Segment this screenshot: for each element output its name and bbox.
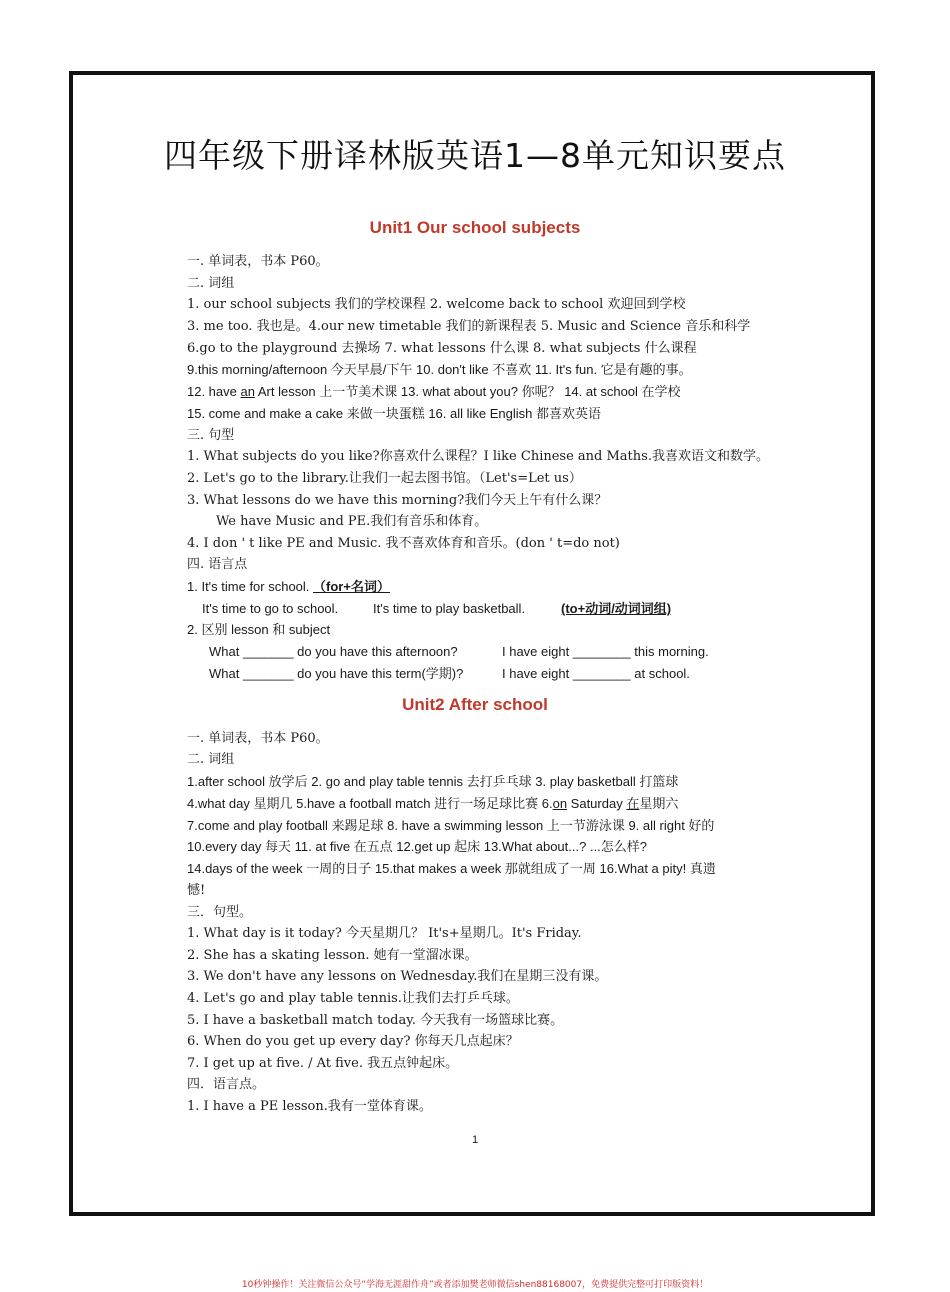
text-run: 4.what day 星期几 5.have a football match 进行一场足球比赛 6. (187, 796, 553, 811)
unit1-section-language-points: 四. 语言点 (187, 557, 248, 572)
unit2-section-vocab: 一. 单词表，书本 P60。 (187, 731, 329, 746)
unit2-section-language-points: 四．语言点。 (187, 1077, 266, 1092)
unit2-title: Unit2 After school (402, 695, 548, 714)
unit1-fill-blank-1: What _______ do you have this afternoon? (209, 644, 458, 659)
unit1-point-1-note: (to+动词/动词词组) (561, 601, 672, 616)
unit1-section-vocab: 一. 单词表，书本 P60。 (187, 254, 329, 269)
unit1-phrase-line-3: 6.go to the playground 去操场 7. what lessons 什么课 8. what subjects 什么课程 (187, 341, 697, 356)
unit2-phrase-line-5: 14.days of the week 一周的日子 15.that makes a week 那就组成了一周 16.What a pity! 真遗 (187, 861, 716, 876)
unit1-point-1 (187, 579, 390, 595)
promo-footer: 10秒钟操作！关注微信公众号“学海无涯甜作舟”或者添加樊老师微信shen88168007，免费提供完整可打印版资料！ (241, 1280, 709, 1290)
unit2-sentence-4: 4. Let's go and play table tennis.让我们去打乒乓球。 (187, 991, 519, 1006)
text-run: 1. It's time for school. (187, 579, 314, 594)
unit1-sentence-3: 3. What lessons do we have this morning?我们今天上午有什么课？ (187, 493, 608, 508)
unit1-sentence-1: 1. What subjects do you like?你喜欢什么课程？I like Chinese and Maths.我喜欢语文和数学。 (187, 449, 769, 464)
unit2-phrase-line-3: 7.come and play football 来踢足球 8. have a swimming lesson 上一节游泳课 9. all right 好的 (187, 818, 715, 833)
unit1-fill-blank-2: I have eight ________ this morning. (502, 644, 709, 659)
unit1-title: Unit1 Our school subjects (369, 218, 581, 237)
unit2-sentence-2: 2. She has a skating lesson. 她有一堂溜冰课。 (187, 948, 478, 963)
unit2-sentence-3: 3. We don't have any lessons on Wednesday.我们在星期三没有课。 (187, 969, 608, 984)
underlined-word: 在 (626, 796, 640, 811)
text-run: 星期六 (639, 796, 679, 811)
unit1-sentence-2: 2. Let's go to the library.让我们一起去图书馆。（Let's=Let us） (187, 471, 582, 486)
unit1-phrase-line-4: 9.this morning/afternoon 今天早晨/下午 10. don't like 不喜欢 11. It's fun. 它是有趣的事。 (187, 362, 692, 377)
unit2-section-sentences: 三．句型。 (187, 905, 253, 920)
unit1-phrase-line-6: 15. come and make a cake 来做一块蛋糕 16. all like English 都喜欢英语 (187, 406, 601, 421)
text-run: Saturday (567, 796, 627, 811)
unit1-fill-blank-3: What _______ do you have this term(学期)? (209, 666, 464, 681)
unit1-point-1-example-a: It's time to go to school. (202, 601, 339, 616)
text-run: Art lesson 上一节美术课 13. what about you? 你呢？ 14. at school 在学校 (254, 384, 681, 399)
unit1-phrase-line-5 (187, 384, 681, 400)
unit2-phrase-line-2 (187, 796, 678, 812)
unit2-phrase-line-5-cont: 憾! (187, 883, 206, 898)
unit2-sentence-1: 1. What day is it today? 今天星期几？ It's+星期几。It's Friday. (187, 926, 582, 941)
unit1-section-phrases: 二. 词组 (187, 276, 235, 291)
unit2-phrase-line-4: 10.every day 每天 11. at five 在五点 12.get up 起床 13.What about...? ...怎么样? (187, 839, 648, 854)
unit1-phrase-line-2: 3. me too. 我也是。4.our new timetable 我们的新课程表 5. Music and Science 音乐和科学 (187, 319, 751, 334)
text-run: 12. have (187, 384, 241, 399)
unit2-sentence-6: 6. When do you get up every day? 你每天几点起床？ (187, 1034, 519, 1049)
unit1-sentence-3-answer: We have Music and PE.我们有音乐和体育。 (216, 514, 488, 529)
unit2-sentence-5: 5. I have a basketball match today. 今天我有一场篮球比赛。 (187, 1013, 564, 1028)
underlined-word: on (552, 796, 568, 811)
underlined-note: （for+名词） (313, 579, 390, 594)
unit2-sentence-7: 7. I get up at five. / At five. 我五点钟起床。 (187, 1056, 459, 1071)
unit2-point-1: 1. I have a PE lesson.我有一堂体育课。 (187, 1099, 432, 1114)
unit1-point-2: 2. 区别 lesson 和 subject (187, 622, 331, 637)
unit2-section-phrases: 二. 词组 (187, 752, 235, 767)
unit2-phrase-line-1: 1.after school 放学后 2. go and play table tennis 去打乒乓球 3. play basketball 打篮球 (187, 774, 679, 789)
underlined-word: an (240, 384, 255, 399)
unit1-fill-blank-4: I have eight ________ at school. (502, 666, 690, 681)
unit1-sentence-4: 4. I don ' t like PE and Music. 我不喜欢体育和音乐。(don ' t=do not) (187, 536, 620, 551)
page-number: 1 (471, 1134, 479, 1146)
unit1-section-sentences: 三. 句型 (187, 428, 235, 443)
document-title: 四年级下册译林版英语1—8单元知识要点 (164, 136, 786, 175)
unit1-point-1-example-b: It's time to play basketball. (373, 601, 526, 616)
unit1-phrase-line-1: 1. our school subjects 我们的学校课程 2. welcome back to school 欢迎回到学校 (187, 297, 686, 312)
